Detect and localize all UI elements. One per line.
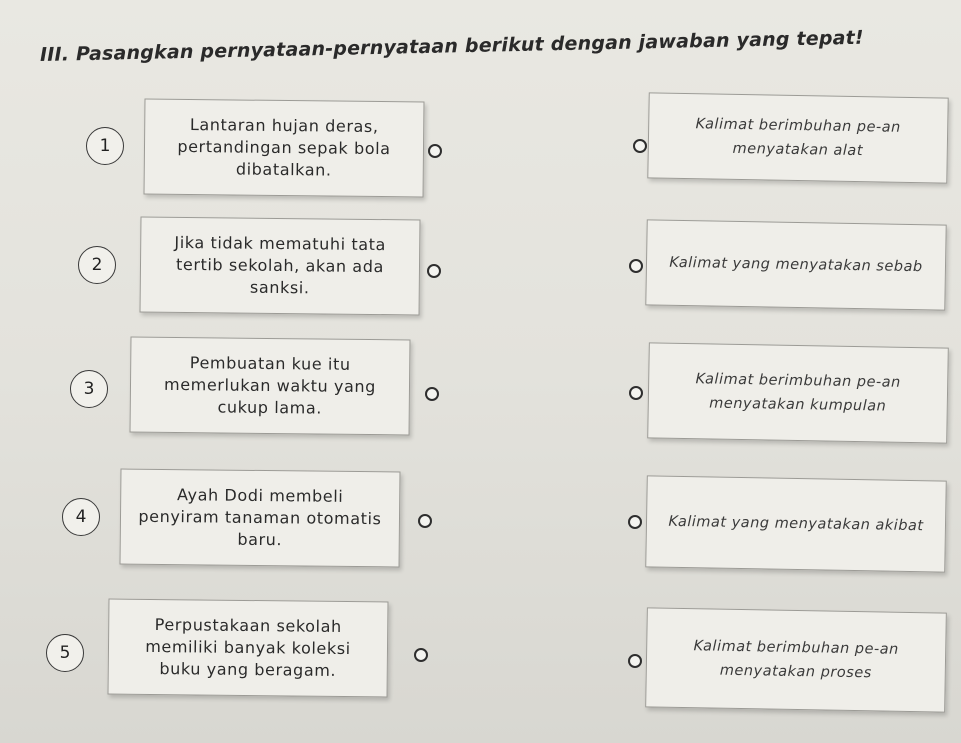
right-match-dot-5[interactable] (628, 654, 642, 668)
statement-box-3 (130, 337, 411, 436)
answer-text-5: Kalimat berimbuhan pe-an menyatakan proses (693, 638, 899, 682)
answer-box-4 (645, 475, 947, 572)
answer-box-3 (647, 342, 949, 443)
right-match-dot-3[interactable] (629, 386, 643, 400)
answer-text-3: Kalimat berimbuhan pe-an menyatakan kumpulan (695, 371, 901, 415)
statement-box-2 (140, 217, 421, 316)
left-match-dot-4[interactable] (418, 514, 432, 528)
left-match-dot-2[interactable] (427, 264, 441, 278)
statement-text-2: Jika tidak mematuhi tata tertib sekolah, akan ada sanksi. (174, 232, 387, 298)
left-match-dot-3[interactable] (425, 387, 439, 401)
question-number-3: 3 (70, 370, 108, 408)
answer-box-5 (645, 607, 947, 712)
page-title: III. Pasangkan pernyataan-pernyataan berikut dengan jawaban yang tepat! (39, 26, 865, 66)
right-match-dot-1[interactable] (633, 139, 647, 153)
statement-text-1: Lantaran hujan deras, pertandingan sepak bola dibatalkan. (177, 115, 391, 180)
answer-box-2 (645, 219, 946, 310)
statement-box-1 (144, 99, 425, 198)
question-number-1: 1 (86, 127, 124, 165)
answer-text-2: Kalimat yang menyatakan sebab (669, 254, 923, 276)
question-number-2: 2 (78, 246, 116, 284)
answer-text-1: Kalimat berimbuhan pe-an menyatakan alat (695, 116, 901, 160)
question-number-5: 5 (46, 634, 84, 672)
left-match-dot-1[interactable] (428, 144, 442, 158)
statement-text-5: Perpustakaan sekolah memiliki banyak koleksi buku yang beragam. (145, 615, 351, 680)
right-match-dot-4[interactable] (628, 515, 642, 529)
question-number-4: 4 (62, 498, 100, 536)
statement-box-5 (108, 599, 389, 698)
left-match-dot-5[interactable] (414, 648, 428, 662)
statement-box-4 (120, 469, 401, 568)
statement-text-3: Pembuatan kue itu memerlukan waktu yang cukup lama. (163, 353, 377, 418)
statement-text-4: Ayah Dodi membeli penyiram tanaman otomatis baru. (138, 485, 382, 550)
right-match-dot-2[interactable] (629, 259, 643, 273)
answer-text-4: Kalimat yang menyatakan akibat (668, 513, 924, 535)
answer-box-1 (647, 92, 948, 183)
